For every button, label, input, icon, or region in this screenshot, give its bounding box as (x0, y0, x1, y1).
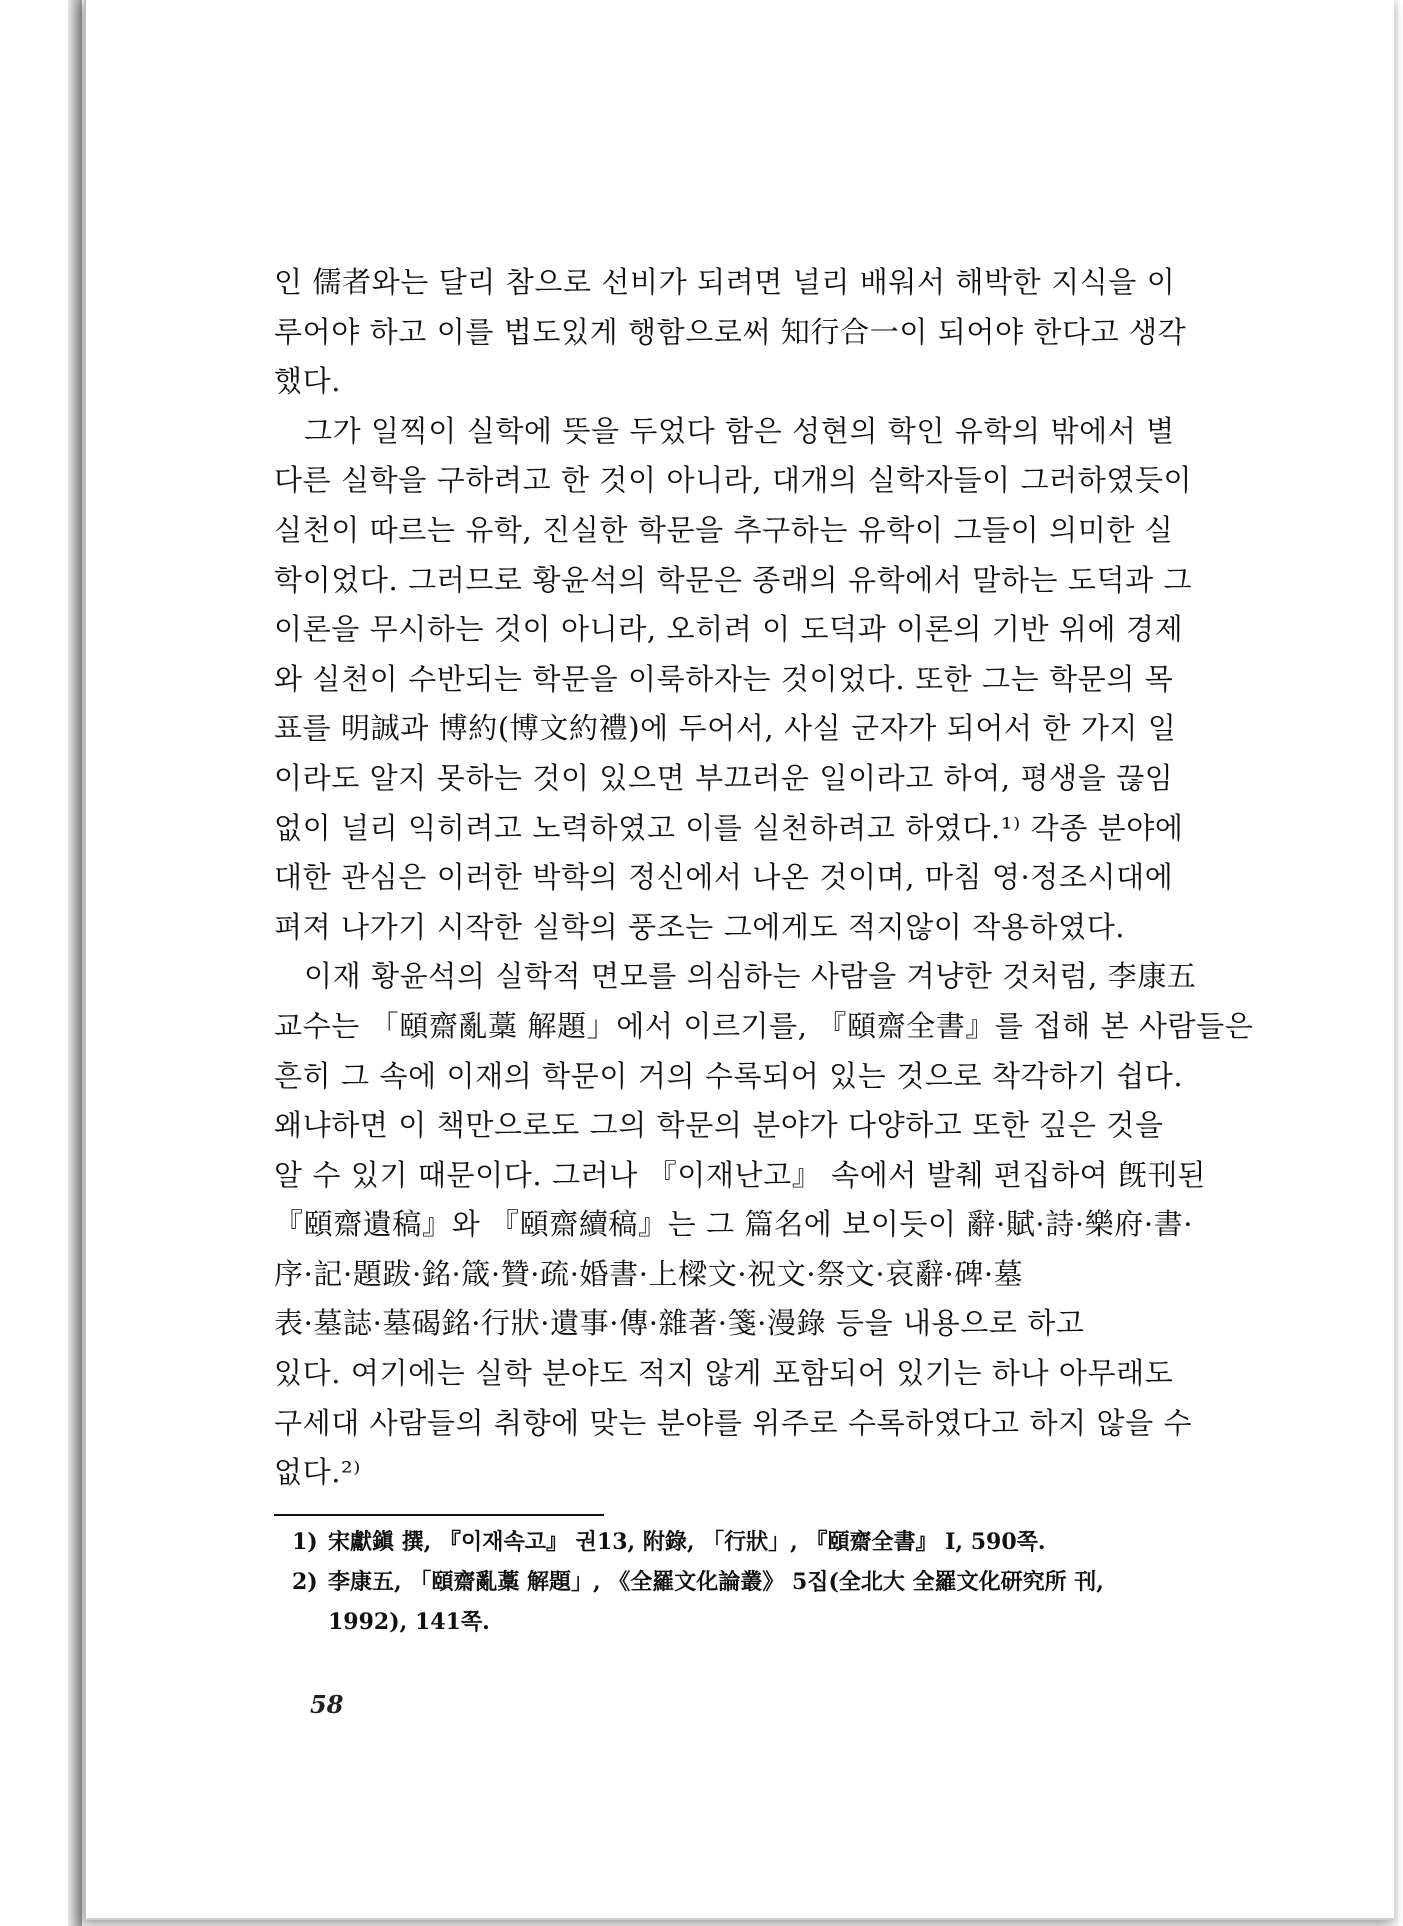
footnote-2 (292, 1562, 1264, 1642)
footnotes (292, 1522, 1264, 1642)
paragraph-2: 그가 일찍이 실학에 뜻을 두었다 함은 성현의 학인 유학의 밖에서 별 다른 실학을 구하려고 한 것이 아니라, 대개의 실학자들이 그러하였듯이 실천이 따르는 유학, 진실한 학문을 추구하는 유학이 그들이 의미한 실 학이었다. 그러므로 황윤석의 학문은 종래의 유학에서 말하는 도덕과 그 이론을 무시하는 것이 아니라, 오히려 이 도덕과 이론의 기반 위에 경제 와 실천이 수반되는 학문을 이룩하자는 것이었다. 또한 그는 학문의 목 표를 明誠과 博約(博文約禮)에 두어서, 사실 군자가 되어서 한 가지 일 이라도 알지 못하는 것이 있으면 부끄러운 일이라고 하여, 평생을 끊임 없이 널리 익히려고 노력하였고 이를 실천하려고 하였다.¹⁾ 각종 분야에 대한 관심은 이러한 박학의 정신에서 나온 것이며, 마침 영·정조시대에 펴져 나가기 시작한 실학의 풍조는 그에게도 적지않이 작용하였다. (274, 413, 1193, 944)
footnote-number: 2) (292, 1569, 318, 1595)
page-number: 58 (310, 1690, 344, 1719)
paragraph-1: 인 儒者와는 달리 참으로 선비가 되려면 널리 배워서 해박한 지식을 이 루어야 하고 이를 법도있게 행함으로써 知行合一이 되어야 한다고 생각 했다. (274, 265, 1187, 399)
book-binding (68, 0, 82, 1926)
footnote-text: 宋獻鎭 撰, 『이재속고』 권13, 附錄, 「行狀」, 『頤齋全書』 I, 590쪽. (328, 1529, 1046, 1555)
footnote-1 (292, 1522, 1264, 1562)
footnote-divider (274, 1514, 604, 1516)
footnote-number: 1) (292, 1529, 318, 1555)
body-text (274, 258, 1264, 1498)
paragraph-3: 이재 황윤석의 실학적 면모를 의심하는 사람을 겨냥한 것처럼, 李康五 교수는 「頤齋亂藁 解題」에서 이르기를, 『頤齋全書』를 접해 본 사람들은 흔히 그 속에 이재의 학문이 거의 수록되어 있는 것으로 착각하기 쉽다. 왜냐하면 이 책만으로도 그의 학문의 분야가 다양하고 또한 깊은 것을 알 수 있기 때문이다. 그러나 『이재난고』 속에서 발췌 편집하여 旣刊된 『頤齋遺稿』와 『頤齋續稿』는 그 篇名에 보이듯이 辭·賦·詩·樂府·書· 序·記·題跋·銘·箴·贊·疏·婚書·上樑文·祝文·祭文·哀辭·碑·墓 表·墓誌·墓碣銘·行狀·遺事·傳·雜著·箋·漫錄 등을 내용으로 하고 있다. 여기에는 실학 분야도 적지 않게 포함되어 있기는 하나 아무래도 구세대 사람들의 취향에 맞는 분야를 위주로 수록하였다고 하지 않을 수 없다.²⁾ (274, 959, 1254, 1490)
footnote-text: 李康五, 「頤齋亂藁 解題」, 《全羅文化論叢》 5집(全北大 全羅文化研究所 刊, 1992), 141쪽. (328, 1569, 1104, 1635)
